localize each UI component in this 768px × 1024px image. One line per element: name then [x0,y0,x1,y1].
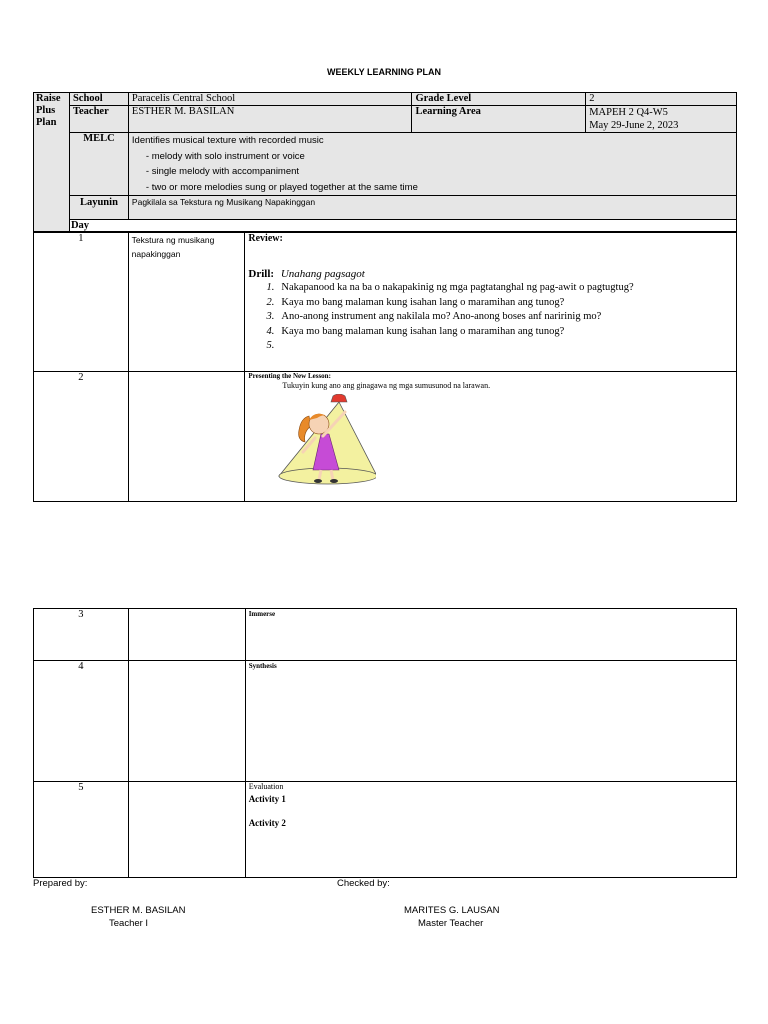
drill-item [248,326,733,341]
school-value: Paracelis Central School [128,93,412,106]
learning-area-dates: May 29-June 2, 2023 [589,120,679,131]
layunin-value: Pagkilala sa Tekstura ng Musikang Napakinggan [128,196,736,220]
singer-girl-illustration [261,394,376,486]
review-label: Review: [248,233,283,244]
melc-label: MELC [69,133,128,196]
day-header [69,220,736,232]
drill-item-number: 2. [266,296,275,308]
teacher-value: ESTHER M. BASILAN [128,106,412,133]
day-row [34,661,737,782]
evaluation-label: Evaluation [248,782,284,791]
day-content [245,233,737,372]
drill-item-number: 3. [266,311,275,322]
days-table-lower [33,608,737,878]
day-row [34,782,737,878]
drill-item-text: Ano-anong instrument ang nakilala mo? Ano-anong boses anf naririnig mo? [281,311,602,322]
preparer-name: ESTHER M. BASILAN [91,905,186,916]
drill-label: Drill: [248,268,275,280]
day-number: 1 [34,233,129,372]
grade-level-value: 2 [586,93,737,106]
day-topic [128,661,245,782]
page-title: WEEKLY LEARNING PLAN [326,67,441,77]
synthesis-label: Synthesis [248,662,277,670]
day-number: 3 [34,609,129,661]
drill-item-text: Nakapanood ka na ba o nakapakinig ng mga pagtatanghal ng pag-awit o pagtugtug? [281,282,634,293]
drill-heading [248,268,733,281]
checker-title: Master Teacher [418,918,484,929]
day-content [245,609,736,661]
drill-item-number: 5. [266,340,275,351]
day-row [34,609,737,661]
teacher-label: Teacher [69,106,128,133]
melc-content [128,133,736,196]
day-topic: Tekstura ng musikang napakinggan [128,233,245,372]
day-number: 4 [34,661,129,782]
drill-item [248,297,733,312]
melc-line: - single melody with accompaniment [145,166,300,177]
checked-by-label: Checked by: [337,878,390,889]
day-content [245,372,737,502]
drill-item [248,340,733,355]
drill-item [248,311,733,326]
melc-line: - two or more melodies sung or played together at the same time [145,181,418,193]
school-label: School [69,93,128,106]
days-table-upper [33,232,737,502]
header-table [33,92,737,232]
drill-item-number: 1. [266,282,275,293]
preparer-title: Teacher I [109,918,149,929]
activity-1-label: Activity 1 [248,794,286,804]
drill-item-text: Kaya mo bang malaman kung isahan lang o maramihan ang tunog? [281,296,565,308]
raise-plus-plan-label: Raise Plus Plan [34,93,70,232]
lesson-instruction: Tukuyin kung ano ang ginagawa ng mga sumusunod na larawan. [282,381,491,390]
grade-level-label: Grade Level [412,93,586,106]
learning-area-label: Learning Area [412,106,586,133]
learning-area-subject: MAPEH 2 Q4-W5 [589,107,668,118]
day-row [34,233,737,372]
learning-area-value [586,106,737,133]
day-row [34,372,737,502]
day-topic [128,782,245,878]
melc-line: - melody with solo instrument or voice [145,150,305,162]
drill-item [248,282,733,297]
day-content [245,782,736,878]
layunin-label: Layunin [69,196,128,220]
drill-item-number: 4. [266,325,275,337]
drill-list [248,282,733,355]
day-number: 5 [34,782,129,878]
day-number: 2 [34,372,129,502]
day-topic [128,372,245,502]
immerse-label: Immerse [248,610,276,618]
presenting-label: Presenting the New Lesson: [248,372,331,380]
prepared-by-label: Prepared by: [33,878,88,889]
day-topic [128,609,245,661]
melc-line: Identifies musical texture with recorded music [131,135,324,146]
drill-item-text: Kaya mo bang malaman kung isahan lang o maramihan ang tunog? [281,325,565,337]
day-content [245,661,736,782]
drill-title: Unahang pagsagot [280,268,365,280]
activity-2-label: Activity 2 [248,818,286,828]
checker-name: MARITES G. LAUSAN [404,905,500,916]
day-label: Day [70,220,90,231]
